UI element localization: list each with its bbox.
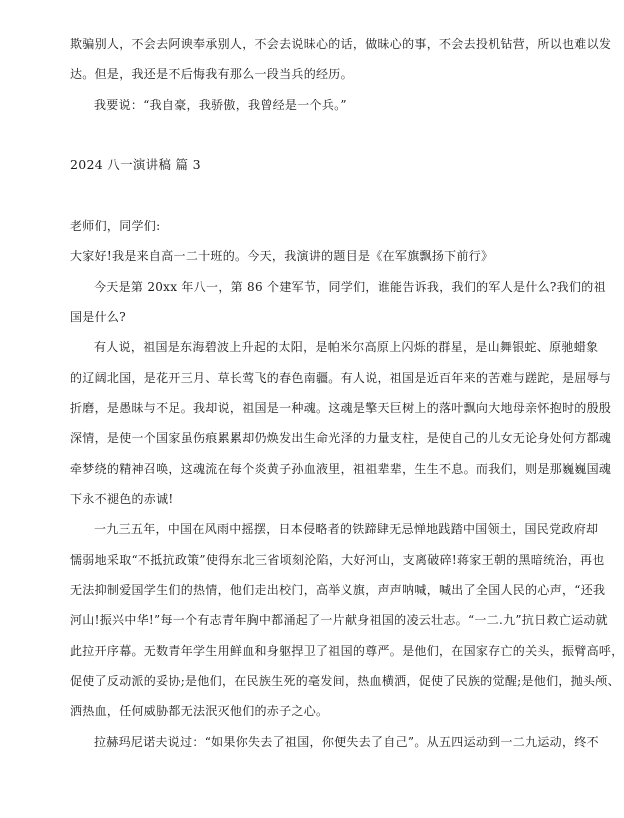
- text-line: 折磨，是愚昧与不足。我却说，祖国是一种魂。这魂是擎天巨树上的落叶飘向大地母亲怀抱时的殷殷: [70, 401, 612, 415]
- text-line: 洒热血，任何威胁都无法泯灭他们的赤子之心。: [70, 704, 329, 718]
- text-line: 我要说：“我自豪，我骄傲，我曾经是一个兵。”: [94, 98, 347, 112]
- text-line: 国是什么?: [70, 310, 126, 324]
- text-line: 河山!振兴中华!”每一个有志青年胸中都涌起了一片献身祖国的凌云壮志。“一二.九”抗日救亡运动就: [70, 613, 608, 627]
- text-line: 促使了反动派的妥协;是他们，在民族生死的毫发间，热血横洒，促使了民族的觉醒;是他们，抛头颅、: [70, 674, 620, 688]
- text-line: 达。但是，我还是不后悔我有那么一段当兵的经历。: [70, 67, 353, 81]
- text-line: 深情，是使一个国家虽伤痕累累却仍焕发出生命光泽的力量支柱，是使自己的儿女无论身处何方都魂: [70, 431, 612, 445]
- text-line: 的辽阔北国，是花开三月、草长莺飞的春色南疆。有人说，祖国是近百年来的苦难与蹉跎，是屈辱与: [70, 371, 612, 385]
- text-line: 老师们，同学们:: [70, 219, 161, 233]
- text-line: 今天是第 20xx 年八一，第 86 个建军节，同学们，谁能告诉我，我们的军人是什么?我们的祖: [94, 280, 606, 294]
- text-line: 一九三五年，中国在风雨中摇摆，日本侵略者的铁蹄肆无忌惮地践踏中国领土，国民党政府却: [94, 522, 599, 536]
- text-line: 有人说，祖国是东海碧波上升起的太阳，是帕米尔高原上闪烁的群星，是山舞银蛇、原驰蜡象: [94, 340, 599, 354]
- text-line: 下永不褪色的赤诚!: [70, 492, 174, 506]
- text-line: 牵梦绕的精神召唤，这魂流在每个炎黄子孙血液里，祖祖辈辈，生生不息。而我们，则是那巍巍国魂: [70, 462, 612, 476]
- section-heading: 2024 八一演讲稿 篇 3: [70, 157, 201, 172]
- text-line: 欺骗别人，不会去阿谀奉承别人，不会去说昧心的话，做昧心的事，不会去投机钻营，所以也难以发: [70, 37, 612, 51]
- text-line: 无法抑制爱国学生们的热情，他们走出校门，高举义旗，声声呐喊，喊出了全国人民的心声，“还我: [70, 583, 606, 597]
- text-line: 懦弱地采取“不抵抗政策”使得东北三省顷刻沦陷，大好河山，支离破碎!蒋家王朝的黑暗统治，再也: [70, 553, 605, 567]
- text-line: 大家好!我是来自高一二十班的。今天，我演讲的题目是《在军旗飘扬下前行》: [70, 249, 494, 263]
- text-line: 拉赫玛尼诺夫说过：“如果你失去了祖国，你便失去了自己”。从五四运动到一二九运动，终不: [94, 735, 599, 749]
- text-line: 此拉开序幕。无数青年学生用鲜血和身躯捍卫了祖国的尊严。是他们，在国家存亡的关头，振臂高呼，: [70, 644, 624, 658]
